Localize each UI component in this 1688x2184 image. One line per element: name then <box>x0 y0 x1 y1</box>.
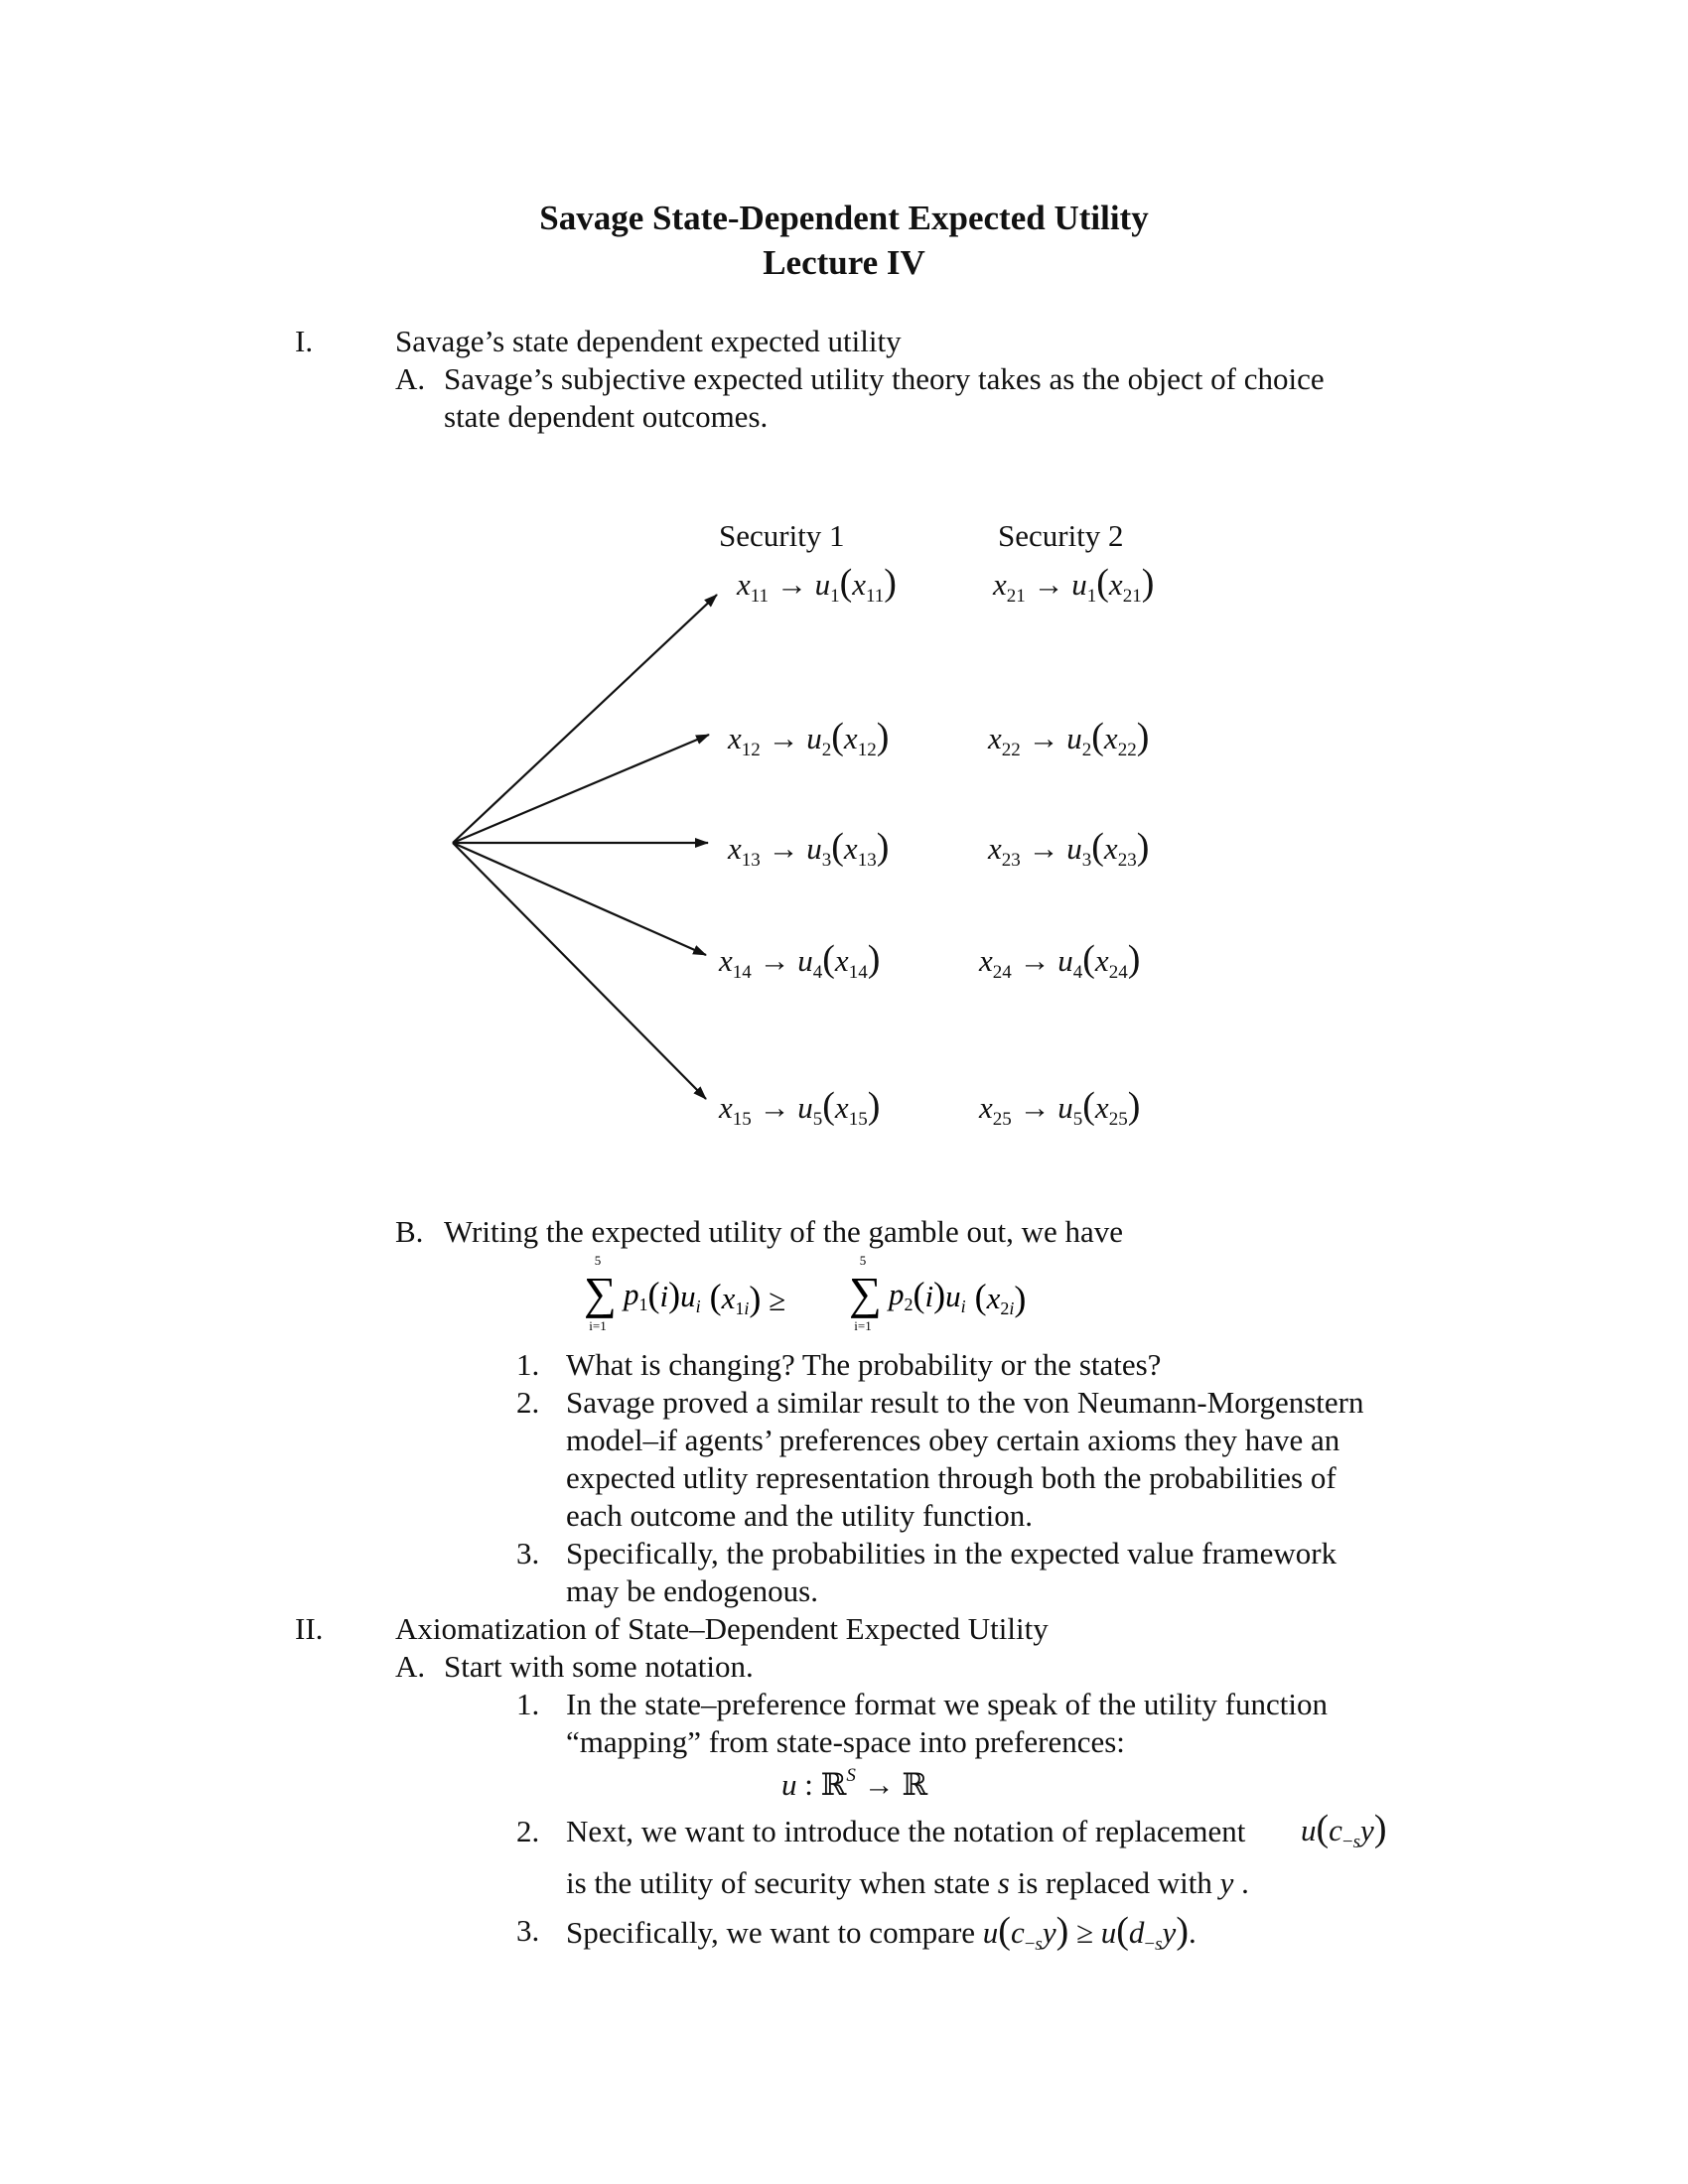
item-2a-1-num: 1. <box>516 1687 540 1721</box>
arrow-state-4 <box>453 843 706 955</box>
section-1-heading: Savage’s state dependent expected utility <box>395 324 902 358</box>
section-2-heading: Axiomatization of State–Dependent Expected Utility <box>395 1611 1049 1646</box>
item-1b-2-line-4: each outcome and the utility function. <box>566 1498 1034 1533</box>
section-2-numeral: II. <box>295 1611 324 1646</box>
section-1a-line-1: Savage’s subjective expected utility theory takes as the object of choice <box>444 361 1325 396</box>
item-1b-1-num: 1. <box>516 1347 540 1382</box>
svg-text:i=1: i=1 <box>589 1318 607 1332</box>
svg-text:5: 5 <box>859 1253 867 1268</box>
replacement-formula: $u(c_{-s}y)$ <box>1301 1808 1387 1852</box>
outcome-s2-state-5: $x_{25} \to u_5(x_{25})$ <box>979 1085 1141 1130</box>
item-2a-2-line-2: is the utility of security when state s is replaced with y . <box>566 1865 1249 1900</box>
outcome-s1-state-1: $x_{11} \to u_1(x_{11})$ <box>737 562 897 607</box>
item-1b-2-line-1: Savage proved a similar result to the von Neumann-Morgenstern <box>566 1385 1364 1420</box>
security-2-label: Security 2 <box>998 518 1124 553</box>
item-2a-2-line-1: Next, we want to introduce the notation of replacement <box>566 1814 1246 1848</box>
section-1a-label: A. <box>395 361 426 396</box>
title-line-1: Savage State-Dependent Expected Utility <box>539 199 1149 237</box>
item-1b-2-line-3: expected utlity representation through both the probabilities of <box>566 1460 1336 1495</box>
section-2a-label: A. <box>395 1649 426 1684</box>
section-1b-label: B. <box>395 1214 424 1249</box>
svg-text:∑: ∑ <box>584 1268 617 1318</box>
item-2a-2-num: 2. <box>516 1814 540 1848</box>
expected-utility-equation <box>576 1253 1092 1332</box>
section-2a-text: Start with some notation. <box>444 1649 754 1684</box>
item-1b-3-line-2: may be endogenous. <box>566 1573 818 1608</box>
arrow-state-5 <box>453 843 706 1099</box>
item-2a-3-num: 3. <box>516 1913 540 1948</box>
item-2a-1-line-1: In the state–preference format we speak of the utility function <box>566 1687 1328 1721</box>
outcome-s2-state-3: $x_{23} \to u_3(x_{23})$ <box>988 826 1150 871</box>
item-1b-2-line-2: model–if agents’ preferences obey certain axioms they have an <box>566 1423 1340 1457</box>
section-1b-text: Writing the expected utility of the gamble out, we have <box>444 1214 1123 1249</box>
item-2a-1-line-2: “mapping” from state-space into preferences: <box>566 1724 1125 1759</box>
arrow-state-1 <box>453 595 717 843</box>
item-1b-3-num: 3. <box>516 1536 540 1570</box>
section-1a-line-2: state dependent outcomes. <box>444 399 769 434</box>
outcome-s1-state-4: $x_{14} \to u_4(x_{14})$ <box>719 938 881 983</box>
outcome-s2-state-2: $x_{22} \to u_2(x_{22})$ <box>988 716 1150 760</box>
section-1-numeral: I. <box>295 324 314 358</box>
svg-text:p1(i)ui (x1i) ≥: p1(i)ui (x1i) ≥ <box>624 1275 786 1318</box>
outcome-s1-state-5: $x_{15} \to u_5(x_{15})$ <box>719 1085 881 1130</box>
security-1-label: Security 1 <box>719 518 845 553</box>
svg-text:i=1: i=1 <box>854 1318 872 1332</box>
mapping-formula: u : ℝ$^S$ → ℝ <box>781 1765 928 1802</box>
outcome-s2-state-1: $x_{21} \to u_1(x_{21})$ <box>993 562 1155 607</box>
item-2a-3-line-1: Specifically, we want to compare $u(c_{-s}y) \ge u(d_{-s}y)$. <box>566 1910 1196 1955</box>
arrow-state-2 <box>453 735 709 843</box>
item-1b-2-num: 2. <box>516 1385 540 1420</box>
outcome-s1-state-3: $x_{13} \to u_3(x_{13})$ <box>728 826 890 871</box>
svg-text:∑: ∑ <box>849 1268 882 1318</box>
item-1b-3-line-1: Specifically, the probabilities in the expected value framework <box>566 1536 1337 1570</box>
svg-text:5: 5 <box>594 1253 602 1268</box>
item-1b-1-line-1: What is changing? The probability or the states? <box>566 1347 1162 1382</box>
outcome-s2-state-4: $x_{24} \to u_4(x_{24})$ <box>979 938 1141 983</box>
outcome-s1-state-2: $x_{12} \to u_2(x_{12})$ <box>728 716 890 760</box>
title-line-2: Lecture IV <box>763 243 925 282</box>
svg-text:p2(i)ui (x2i): p2(i)ui (x2i) <box>889 1275 1027 1318</box>
